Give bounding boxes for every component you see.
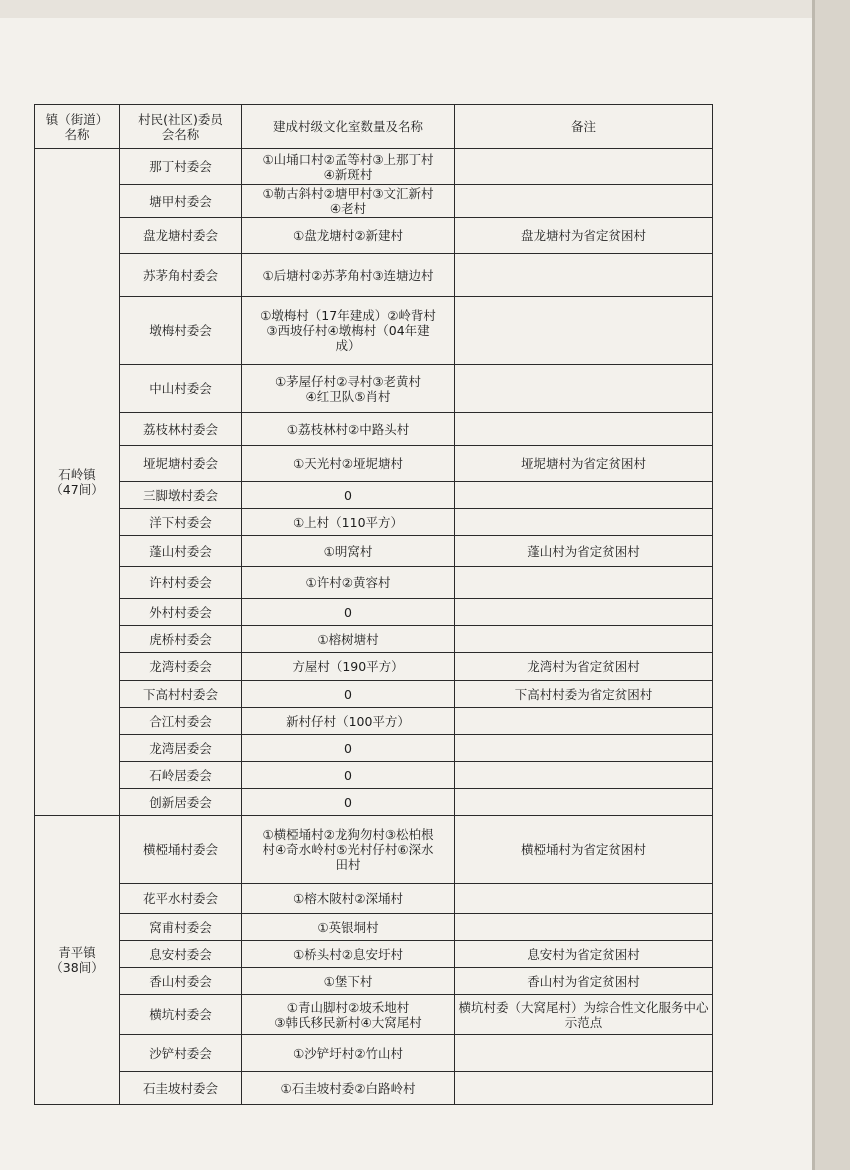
rooms-line: ①勒古斜村②塘甲村③文汇新村 bbox=[262, 186, 434, 201]
table-row bbox=[35, 1035, 713, 1072]
rooms-line: ④红卫队⑤肖村 bbox=[305, 388, 391, 404]
rooms-cell bbox=[242, 816, 455, 884]
rooms-cell bbox=[242, 218, 455, 254]
rooms-cell bbox=[242, 536, 455, 567]
rooms-cell bbox=[242, 365, 455, 413]
rooms-line: ①青山脚村②坡禾地村 bbox=[286, 999, 410, 1015]
note-cell bbox=[455, 1035, 713, 1072]
page-top-edge bbox=[0, 0, 812, 18]
rooms-cell bbox=[242, 1072, 455, 1105]
note-cell: 蓬山村为省定贫困村 bbox=[455, 536, 713, 567]
rooms-line: ③西坡仔村④墩梅村（04年建 bbox=[266, 323, 430, 338]
rooms-line: ①榕树塘村 bbox=[317, 631, 379, 647]
table-row bbox=[35, 968, 713, 995]
note-cell: 息安村为省定贫困村 bbox=[455, 941, 713, 968]
header-committee: 村民(社区)委员 会名称 bbox=[120, 105, 242, 149]
rooms-line: 0 bbox=[344, 487, 352, 503]
rooms-line: ①许村②黄容村 bbox=[305, 575, 391, 590]
note-cell: 下高村村委为省定贫困村 bbox=[455, 681, 713, 708]
header-rooms: 建成村级文化室数量及名称 bbox=[242, 105, 455, 149]
table-row bbox=[35, 789, 713, 816]
rooms-line: ①英银垌村 bbox=[317, 919, 379, 935]
note-cell bbox=[455, 626, 713, 653]
committee-cell: 龙湾村委会 bbox=[120, 653, 242, 681]
note-cell bbox=[455, 365, 713, 413]
committee-cell: 石圭坡村委会 bbox=[120, 1072, 242, 1105]
table-row bbox=[35, 509, 713, 536]
note-cell bbox=[455, 708, 713, 735]
table-body bbox=[35, 149, 713, 1105]
table-row bbox=[35, 681, 713, 708]
rooms-cell bbox=[242, 995, 455, 1035]
rooms-line: ①墩梅村（17年建成）②岭背村 bbox=[260, 308, 436, 323]
table-row bbox=[35, 536, 713, 567]
table-row bbox=[35, 626, 713, 653]
note-cell: 横坑村委（大窝尾村）为综合性文化服务中心示范点 bbox=[455, 995, 713, 1035]
rooms-cell bbox=[242, 482, 455, 509]
note-cell bbox=[455, 509, 713, 536]
rooms-line: ①天光村②垭坭塘村 bbox=[293, 456, 403, 471]
committee-cell: 许村村委会 bbox=[120, 567, 242, 599]
rooms-cell bbox=[242, 297, 455, 365]
rooms-cell bbox=[242, 681, 455, 708]
rooms-line: 0 bbox=[344, 740, 352, 756]
note-cell bbox=[455, 413, 713, 446]
rooms-line: 新村仔村（100平方） bbox=[286, 713, 410, 729]
note-cell bbox=[455, 884, 713, 914]
committee-cell: 龙湾居委会 bbox=[120, 735, 242, 762]
table-row bbox=[35, 599, 713, 626]
rooms-line: 田村 bbox=[335, 857, 361, 872]
table-row bbox=[35, 914, 713, 941]
rooms-cell bbox=[242, 941, 455, 968]
rooms-cell bbox=[242, 509, 455, 536]
note-cell bbox=[455, 149, 713, 185]
rooms-line: 0 bbox=[344, 604, 352, 620]
table-row bbox=[35, 149, 713, 185]
note-cell bbox=[455, 567, 713, 599]
rooms-cell bbox=[242, 735, 455, 762]
table-row bbox=[35, 413, 713, 446]
note-cell bbox=[455, 1072, 713, 1105]
committee-cell: 花平水村委会 bbox=[120, 884, 242, 914]
committee-cell: 横坑村委会 bbox=[120, 995, 242, 1035]
rooms-cell bbox=[242, 653, 455, 681]
rooms-line: ①后塘村②苏茅角村③连塘边村 bbox=[262, 267, 434, 283]
header-note: 备注 bbox=[455, 105, 713, 149]
committee-cell: 窝甫村委会 bbox=[120, 914, 242, 941]
rooms-cell bbox=[242, 626, 455, 653]
rooms-line: ③韩氏移民新村④大窝尾村 bbox=[274, 1014, 422, 1030]
note-cell bbox=[455, 482, 713, 509]
table-row bbox=[35, 482, 713, 509]
rooms-line: ①沙铲圩村②竹山村 bbox=[293, 1045, 403, 1061]
note-cell: 横椏埇村为省定贫困村 bbox=[455, 816, 713, 884]
rooms-line: ①明窝村 bbox=[323, 543, 373, 559]
committee-cell: 香山村委会 bbox=[120, 968, 242, 995]
committee-cell: 那丁村委会 bbox=[120, 149, 242, 185]
note-cell bbox=[455, 735, 713, 762]
committee-cell: 垭坭塘村委会 bbox=[120, 446, 242, 482]
rooms-line: ①荔枝林村②中路头村 bbox=[286, 421, 410, 437]
town-name: 青平镇 bbox=[58, 945, 96, 960]
committee-cell: 沙铲村委会 bbox=[120, 1035, 242, 1072]
committee-cell: 横椏埇村委会 bbox=[120, 816, 242, 884]
committee-cell: 合江村委会 bbox=[120, 708, 242, 735]
note-cell: 龙湾村为省定贫困村 bbox=[455, 653, 713, 681]
rooms-cell bbox=[242, 762, 455, 789]
committee-cell: 盘龙塘村委会 bbox=[120, 218, 242, 254]
committee-cell: 息安村委会 bbox=[120, 941, 242, 968]
table-row bbox=[35, 816, 713, 884]
rooms-line: 0 bbox=[344, 767, 352, 783]
rooms-cell bbox=[242, 413, 455, 446]
note-cell bbox=[455, 762, 713, 789]
note-cell bbox=[455, 914, 713, 941]
rooms-cell bbox=[242, 149, 455, 185]
committee-cell: 三脚墩村委会 bbox=[120, 482, 242, 509]
rooms-cell bbox=[242, 185, 455, 218]
table-row bbox=[35, 446, 713, 482]
table-row bbox=[35, 735, 713, 762]
table-row bbox=[35, 995, 713, 1035]
rooms-line: 方屋村（190平方） bbox=[292, 659, 404, 674]
committee-cell: 石岭居委会 bbox=[120, 762, 242, 789]
header-row bbox=[35, 105, 713, 149]
town-cell bbox=[35, 149, 120, 816]
note-cell: 盘龙塘村为省定贫困村 bbox=[455, 218, 713, 254]
committee-cell: 墩梅村委会 bbox=[120, 297, 242, 365]
rooms-cell bbox=[242, 254, 455, 297]
rooms-line: ①盘龙塘村②新建村 bbox=[293, 228, 403, 243]
rooms-cell bbox=[242, 599, 455, 626]
rooms-cell bbox=[242, 567, 455, 599]
note-cell: 香山村为省定贫困村 bbox=[455, 968, 713, 995]
table-row bbox=[35, 1072, 713, 1105]
rooms-cell bbox=[242, 1035, 455, 1072]
committee-cell: 苏茅角村委会 bbox=[120, 254, 242, 297]
rooms-line: ④新斑村 bbox=[323, 166, 373, 182]
committee-cell: 下高村村委会 bbox=[120, 681, 242, 708]
rooms-cell bbox=[242, 446, 455, 482]
committee-cell: 塘甲村委会 bbox=[120, 185, 242, 218]
rooms-line: ①石圭坡村委②白路岭村 bbox=[280, 1080, 416, 1096]
table-row bbox=[35, 185, 713, 218]
table-row bbox=[35, 762, 713, 789]
note-cell: 垭坭塘村为省定贫困村 bbox=[455, 446, 713, 482]
rooms-line: ①茅屋仔村②寻村③老黄村 bbox=[274, 373, 422, 389]
rooms-line: 0 bbox=[344, 686, 352, 702]
rooms-line: ①榕木陂村②深埇村 bbox=[293, 891, 403, 906]
committee-cell: 荔枝林村委会 bbox=[120, 413, 242, 446]
rooms-line: ①横椏埇村②龙狗勿村③松柏根 bbox=[262, 827, 434, 842]
rooms-line: ①山埇口村②孟等村③上那丁村 bbox=[262, 151, 434, 167]
table-row bbox=[35, 941, 713, 968]
rooms-cell bbox=[242, 884, 455, 914]
note-cell bbox=[455, 599, 713, 626]
rooms-line: ①上村（110平方） bbox=[292, 514, 404, 530]
town-cell bbox=[35, 816, 120, 1105]
town-name: 石岭镇 bbox=[58, 467, 96, 482]
table-row bbox=[35, 653, 713, 681]
table-row bbox=[35, 218, 713, 254]
note-cell bbox=[455, 254, 713, 297]
rooms-line: 成） bbox=[335, 338, 361, 353]
rooms-line: ④老村 bbox=[329, 201, 367, 216]
rooms-cell bbox=[242, 708, 455, 735]
note-cell bbox=[455, 789, 713, 816]
rooms-line: ①堡下村 bbox=[323, 973, 373, 989]
rooms-line: 村④奇水岭村⑤光村仔村⑥深水 bbox=[262, 842, 434, 857]
table-row bbox=[35, 567, 713, 599]
table-row bbox=[35, 884, 713, 914]
cultural-room-table bbox=[34, 104, 713, 1105]
note-cell bbox=[455, 185, 713, 218]
town-count: （38间） bbox=[50, 960, 104, 975]
committee-cell: 虎桥村委会 bbox=[120, 626, 242, 653]
committee-cell: 创新居委会 bbox=[120, 789, 242, 816]
note-cell bbox=[455, 297, 713, 365]
table-row bbox=[35, 297, 713, 365]
header-town: 镇（街道） 名称 bbox=[35, 105, 120, 149]
table-row bbox=[35, 708, 713, 735]
committee-cell: 蓬山村委会 bbox=[120, 536, 242, 567]
rooms-cell bbox=[242, 789, 455, 816]
committee-cell: 中山村委会 bbox=[120, 365, 242, 413]
town-count: （47间） bbox=[50, 482, 104, 497]
rooms-line: ①桥头村②息安圩村 bbox=[293, 946, 403, 962]
table-row bbox=[35, 254, 713, 297]
table-row bbox=[35, 365, 713, 413]
rooms-cell bbox=[242, 968, 455, 995]
rooms-line: 0 bbox=[344, 794, 352, 810]
committee-cell: 洋下村委会 bbox=[120, 509, 242, 536]
rooms-cell bbox=[242, 914, 455, 941]
committee-cell: 外村村委会 bbox=[120, 599, 242, 626]
